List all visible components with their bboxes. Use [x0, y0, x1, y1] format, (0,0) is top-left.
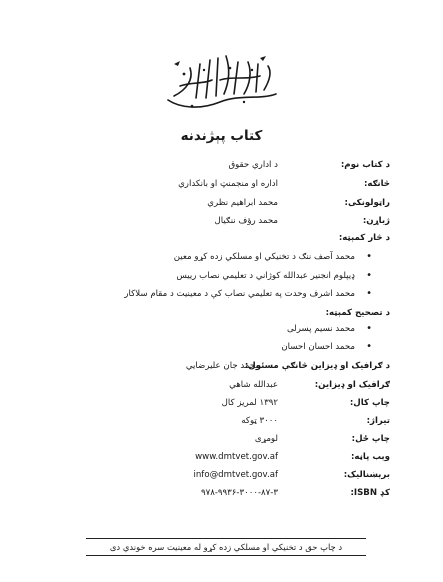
- list-item: [40, 287, 390, 301]
- bismillah-calligraphy-logo: [160, 50, 284, 114]
- row-label: څانګه:: [363, 179, 390, 189]
- list-item-text: محمد احسان احسان: [281, 342, 355, 352]
- list-item: [40, 340, 390, 354]
- website-link[interactable]: www.dmtvet.gov.af: [195, 452, 278, 462]
- info-row-isbn: [40, 486, 390, 500]
- row-value: ۳۰۰۰ ټوکه: [241, 416, 278, 426]
- row-label: تیراژ:: [366, 416, 390, 426]
- page-title: کتاب پېژندنه: [180, 128, 263, 144]
- section-heading: د تصحیح کمېټه:: [325, 308, 390, 318]
- email-link[interactable]: info@dmtvet.gov.af: [193, 470, 278, 480]
- info-row-graphic-design: [40, 378, 390, 392]
- list-item: [40, 250, 390, 264]
- bullet-icon: •: [366, 323, 372, 334]
- bullet-icon: •: [366, 288, 372, 299]
- row-value: د اداري حقوق: [228, 160, 278, 170]
- list-item-text: محمد نسیم پسرلی: [286, 324, 355, 334]
- info-row-book-name: [40, 158, 390, 172]
- row-label: کډ ISBN:: [350, 488, 390, 498]
- bullet-icon: •: [366, 251, 372, 262]
- bullet-icon: •: [366, 270, 372, 281]
- row-value: محمد جان علیرضایي: [185, 361, 260, 371]
- copyright-footer: د چاپ حق د تخنیکي او مسلکي زده کړو له معینیت سره خوندي دی: [86, 538, 366, 556]
- section-heading: د څار کمېټه:: [338, 233, 390, 243]
- row-label: راټولونکی:: [344, 198, 390, 208]
- list-item: [40, 269, 390, 283]
- row-value: محمد ابراهیم نظري: [207, 198, 278, 208]
- row-value: محمد رؤف ننګیال: [214, 216, 278, 226]
- row-label: د ګرافیک او ډیزاین څانګې مسئول:: [244, 361, 390, 371]
- bullet-icon: •: [366, 341, 372, 352]
- info-row-email: [40, 468, 390, 482]
- list-item-text: ډیپلوم انجنیر عبدالله کوژاني د تعلیمي نصاب رییس: [176, 271, 355, 281]
- row-label: ژباړن:: [362, 216, 390, 226]
- row-value: اداره او منجمنټ او بانکداري: [178, 179, 278, 189]
- list-item: [40, 322, 390, 336]
- info-row-website: [40, 450, 390, 464]
- row-label: برېښنالیک:: [343, 470, 390, 480]
- info-row-circulation: [40, 414, 390, 428]
- row-value: لومړی: [254, 434, 278, 444]
- list-item-text: محمد آصف ننګ د تخنیکي او مسلکي زده کړو معین: [173, 252, 355, 262]
- row-value: عبدالله شاهي: [229, 380, 278, 390]
- list-item-text: محمد اشرف وحدت په تعلیمي نصاب کې د معینیت د مقام سلاکار: [124, 289, 355, 299]
- row-label: ګرافیک او ډیزاین:: [314, 380, 390, 390]
- row-value: ۹۷۸-۹۹۳۶-۳۰۰۰-۸۷-۳: [200, 488, 278, 498]
- review-committee-heading: [40, 231, 390, 245]
- info-row-print-year: [40, 396, 390, 410]
- row-label: چاپ کال:: [349, 398, 390, 408]
- row-label: وېب پاڼه:: [351, 452, 390, 462]
- row-label: د کتاب نوم:: [340, 160, 390, 170]
- info-row-edition: [40, 432, 390, 446]
- info-row-translator: [40, 214, 390, 228]
- info-row-graphic-head: [40, 359, 390, 373]
- row-value: ۱۳۹۲ لمریز کال: [221, 398, 278, 408]
- info-row-compiler: [40, 196, 390, 210]
- info-row-department: [40, 177, 390, 191]
- row-label: چاپ ځل:: [351, 434, 390, 444]
- correction-committee-heading: [40, 306, 390, 320]
